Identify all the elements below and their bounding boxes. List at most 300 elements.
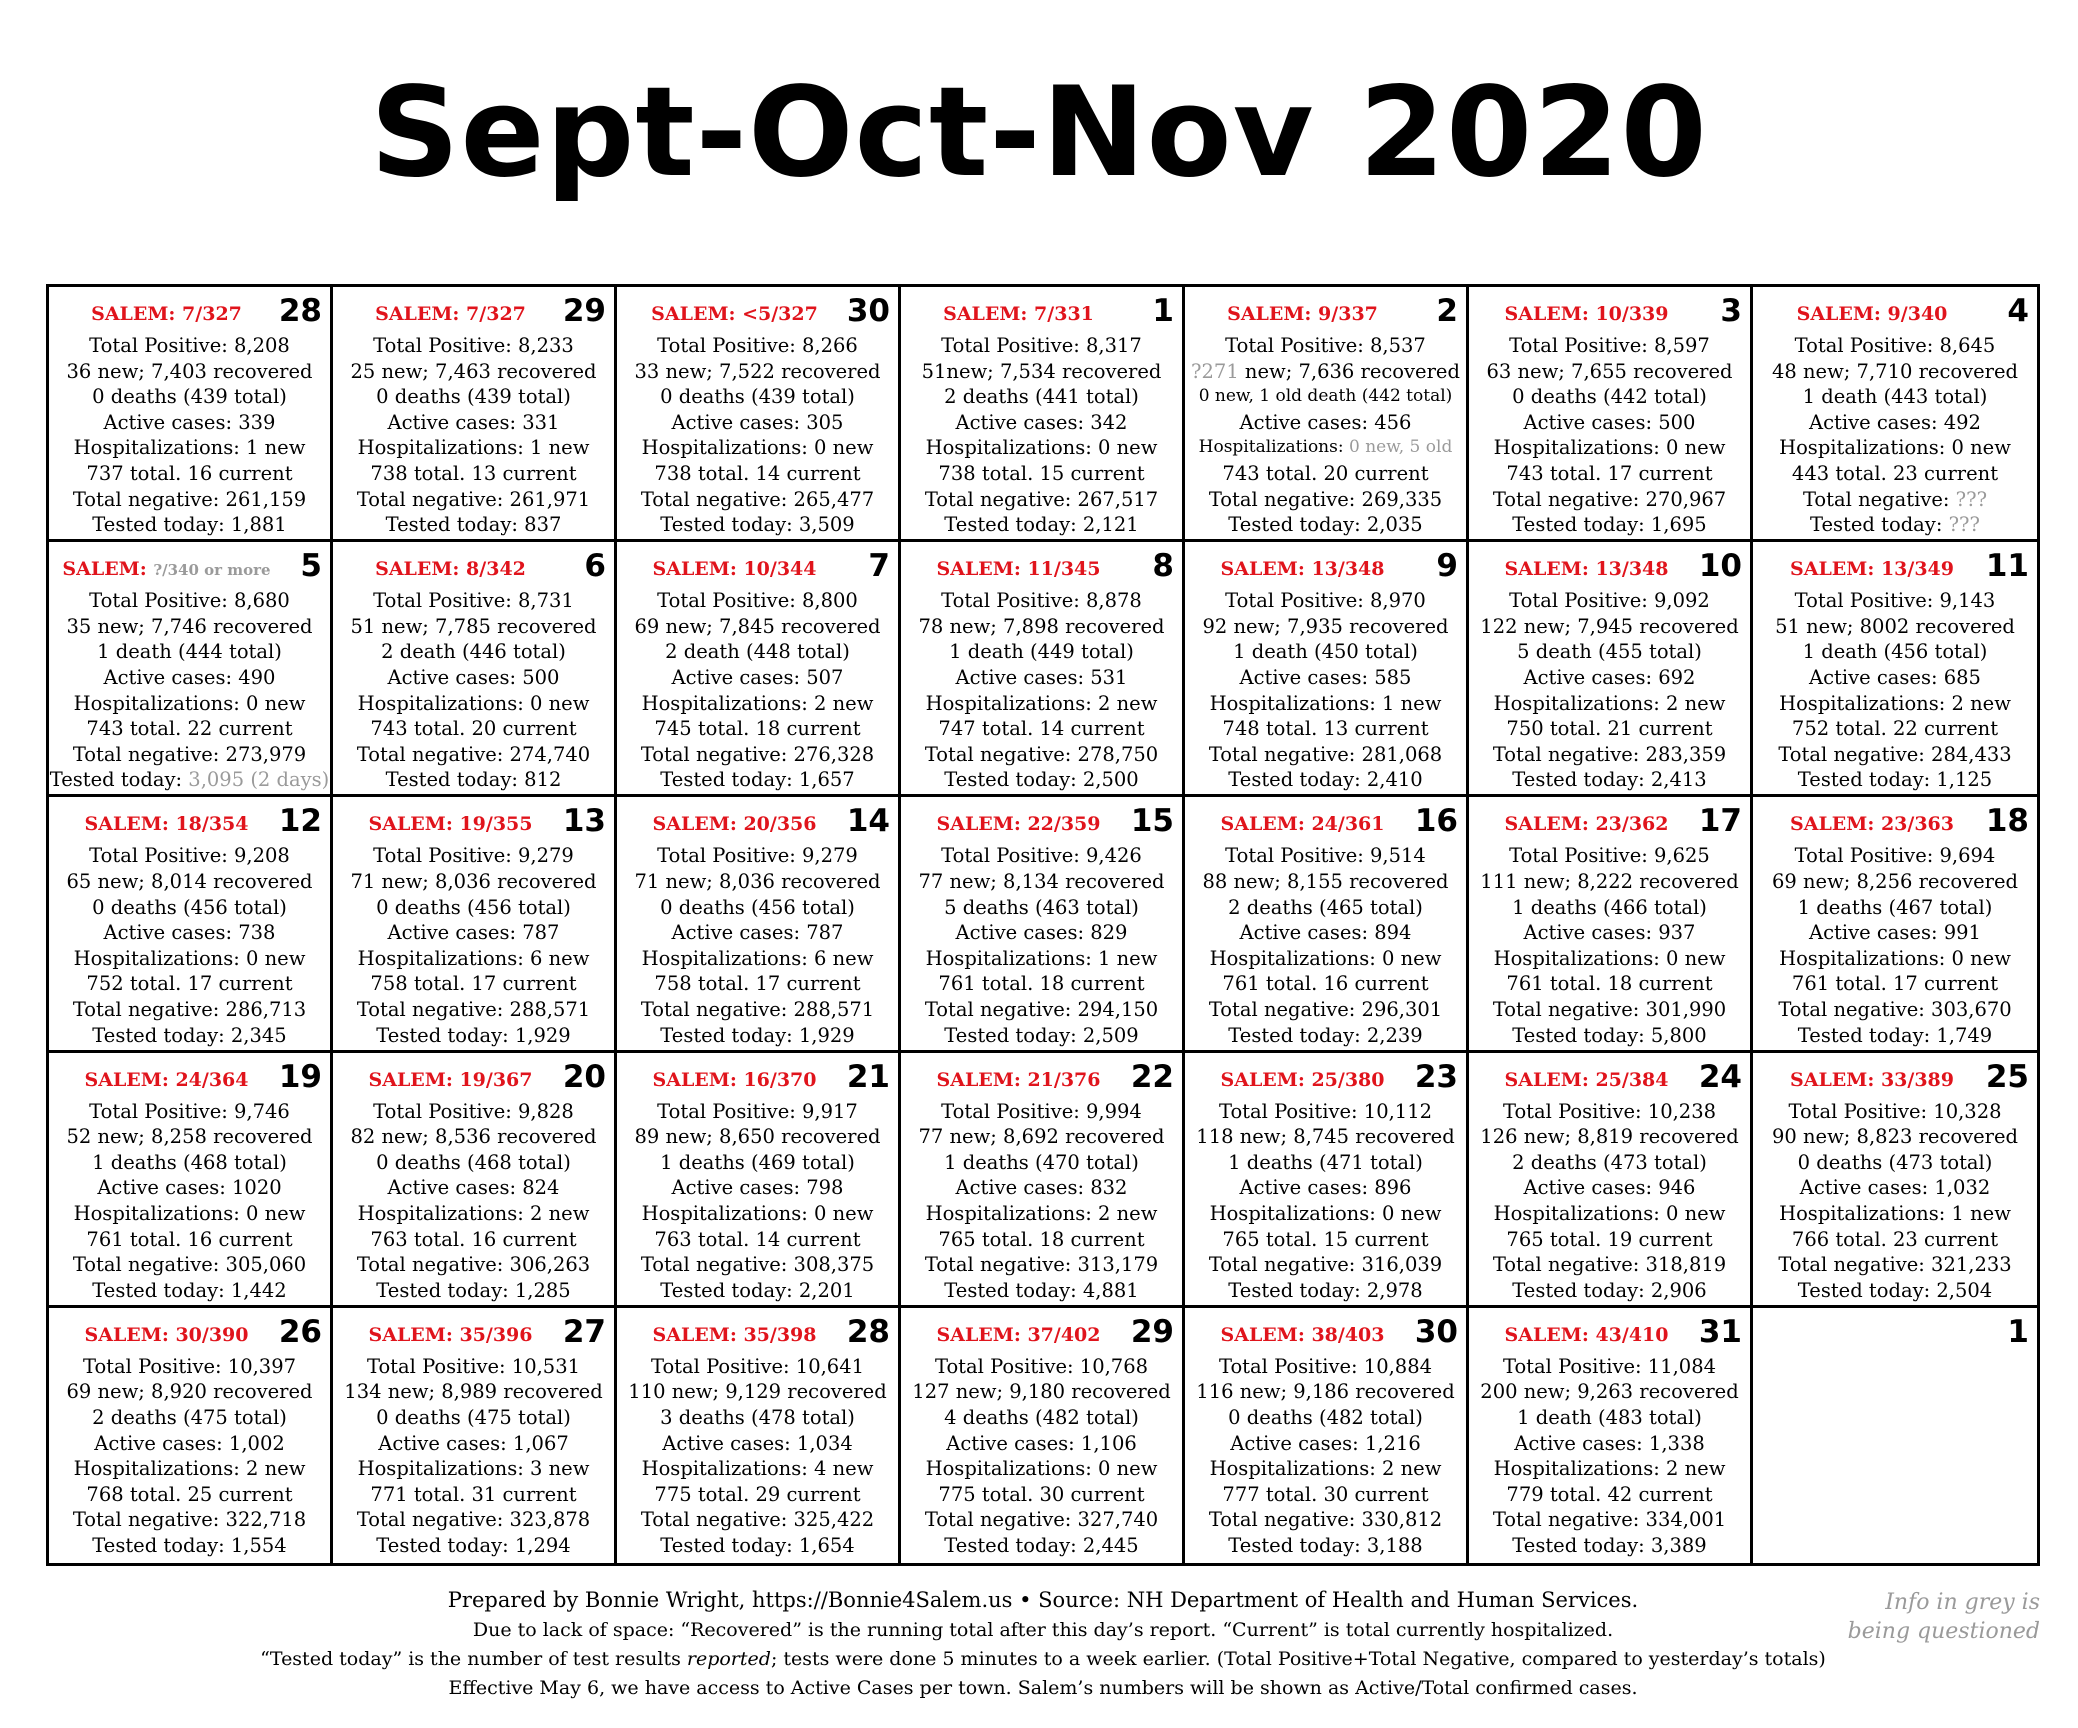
total-positive: Total Positive: 9,092 — [1509, 589, 1710, 613]
hospitalizations: Hospitalizations: 0 new — [357, 691, 590, 715]
day-number: 13 — [562, 803, 606, 840]
salem-count: SALEM: <5/327 — [651, 303, 818, 325]
footer-notes — [46, 1584, 2040, 1703]
salem-count: SALEM: ?/340 or more — [62, 558, 271, 581]
hospitalizations: Hospitalizations: 0 new, 5 old — [1198, 437, 1453, 458]
salem-count: SALEM: 18/354 — [84, 813, 249, 836]
day-cell-oct-16 — [1185, 797, 1469, 1052]
day-cell-oct-9 — [1185, 542, 1469, 797]
total-positive: Total Positive: 10,112 — [1218, 1099, 1433, 1123]
tested-today: Tested today: 3,095 (2 days) — [49, 768, 330, 792]
hospital-totals: 779 total. 42 current — [1506, 1482, 1713, 1506]
deaths: 4 deaths (482 total) — [944, 1405, 1139, 1429]
tested-today: Tested today: 2,445 — [944, 1533, 1139, 1557]
total-positive: Total Positive: 9,694 — [1794, 844, 1996, 868]
day-number: 27 — [562, 1313, 606, 1350]
tested-today: Tested today: 1,657 — [660, 768, 855, 792]
hospital-totals: 748 total. 13 current — [1222, 717, 1429, 741]
calendar-grid — [46, 284, 2040, 1566]
total-negative: Total negative: 303,670 — [1778, 997, 2012, 1021]
day-number: 28 — [278, 293, 322, 329]
day-number: 17 — [1698, 803, 1742, 840]
salem-count: SALEM: 16/370 — [652, 1068, 817, 1091]
active-cases: Active cases: 507 — [671, 665, 844, 689]
day-cell-oct-28 — [617, 1308, 901, 1563]
hospital-totals: 738 total. 15 current — [938, 461, 1145, 485]
day-cell-sep-28 — [49, 287, 333, 542]
active-cases: Active cases: 692 — [1523, 665, 1696, 689]
salem-count: SALEM: 22/359 — [936, 813, 1101, 836]
hospital-totals: 775 total. 30 current — [938, 1482, 1145, 1506]
day-number: 30 — [846, 293, 890, 329]
day-cell-oct-15 — [901, 797, 1185, 1052]
hospitalizations: Hospitalizations: 2 new — [925, 1201, 1158, 1225]
total-positive: Total Positive: 8,800 — [657, 589, 858, 613]
hospital-totals: 752 total. 17 current — [86, 972, 293, 996]
total-negative: Total negative: 321,233 — [1778, 1253, 2012, 1277]
deaths: 0 deaths (456 total) — [660, 895, 855, 919]
active-cases: Active cases: 331 — [387, 410, 560, 434]
active-cases: Active cases: 1,034 — [662, 1431, 853, 1455]
tested-today: Tested today: 3,509 — [660, 513, 855, 537]
active-cases: Active cases: 490 — [103, 665, 276, 689]
deaths: 1 deaths (470 total) — [944, 1150, 1139, 1174]
day-cell-oct-23 — [1185, 1053, 1469, 1308]
total-positive: Total Positive: 10,884 — [1218, 1354, 1433, 1378]
total-negative: Total negative: 281,068 — [1208, 742, 1443, 766]
day-number: 1 — [2007, 1313, 2029, 1350]
day-cell-oct-21 — [617, 1053, 901, 1308]
tested-today: Tested today: 1,442 — [92, 1278, 287, 1302]
day-number: 14 — [846, 803, 890, 840]
new-recovered: 77 new; 8,692 recovered — [918, 1125, 1165, 1149]
new-recovered: 35 new; 7,746 recovered — [66, 614, 313, 638]
total-negative: Total negative: 269,335 — [1208, 487, 1443, 511]
hospitalizations: Hospitalizations: 2 new — [641, 691, 874, 715]
hospital-totals: 771 total. 31 current — [370, 1482, 577, 1506]
hospitalizations: Hospitalizations: 0 new — [1209, 1201, 1442, 1225]
day-number: 16 — [1414, 803, 1458, 840]
salem-count: SALEM: 35/396 — [368, 1323, 533, 1346]
tested-today: Tested today: 1,929 — [660, 1023, 855, 1047]
salem-count: SALEM: 9/340 — [1796, 303, 1948, 325]
hospital-totals: 763 total. 16 current — [370, 1227, 577, 1251]
deaths: 0 deaths (482 total) — [1228, 1405, 1423, 1429]
total-positive: Total Positive: 9,279 — [373, 844, 574, 868]
active-cases: Active cases: 738 — [103, 921, 276, 945]
deaths: 0 deaths (439 total) — [376, 385, 571, 409]
salem-count: SALEM: 30/390 — [84, 1323, 249, 1346]
deaths: 0 deaths (456 total) — [92, 895, 287, 919]
total-positive: Total Positive: 9,994 — [941, 1099, 1142, 1123]
total-positive: Total Positive: 9,625 — [1509, 844, 1710, 868]
active-cases: Active cases: 1,338 — [1514, 1431, 1705, 1455]
tested-today: Tested today: 837 — [385, 513, 562, 537]
tested-today: Tested today: 1,749 — [1797, 1023, 1993, 1047]
total-positive: Total Positive: 8,970 — [1225, 589, 1426, 613]
day-cell-oct-14 — [617, 797, 901, 1052]
total-positive: Total Positive: 8,731 — [373, 589, 574, 613]
new-recovered: 92 new; 7,935 recovered — [1202, 614, 1449, 638]
tested-today: Tested today: 2,121 — [944, 513, 1139, 537]
total-negative: Total negative: 323,878 — [356, 1508, 591, 1532]
tested-today: Tested today: 3,389 — [1512, 1533, 1707, 1557]
day-number: 1 — [1152, 293, 1174, 329]
day-number: 7 — [868, 548, 890, 585]
total-positive: Total Positive: 9,828 — [373, 1099, 574, 1123]
salem-count: SALEM: 38/403 — [1220, 1323, 1385, 1346]
day-number: 26 — [278, 1313, 322, 1350]
new-recovered: 111 new; 8,222 recovered — [1480, 869, 1739, 893]
total-negative: Total negative: 267,517 — [924, 487, 1159, 511]
hospital-totals: 743 total. 20 current — [370, 717, 577, 741]
hospital-totals: 747 total. 14 current — [938, 717, 1145, 741]
day-number: 31 — [1698, 1313, 1742, 1350]
tested-today: Tested today: 2,978 — [1228, 1278, 1423, 1302]
total-negative: Total negative: 274,740 — [356, 742, 591, 766]
hospitalizations: Hospitalizations: 0 new — [641, 1201, 874, 1225]
tested-today: Tested today: 2,509 — [944, 1023, 1139, 1047]
day-number: 20 — [562, 1058, 606, 1095]
day-number: 8 — [1152, 548, 1174, 585]
hospitalizations: Hospitalizations: 2 new — [1493, 691, 1726, 715]
new-recovered: ?271 new; 7,636 recovered — [1191, 359, 1460, 383]
footer-note-active: Effective May 6, we have access to Active Cases per town. Salem’s numbers will be shown as Active/Total confirmed cases. — [448, 1677, 1638, 1699]
tested-today: Tested today: 2,239 — [1228, 1023, 1423, 1047]
active-cases: Active cases: 305 — [671, 410, 844, 434]
total-positive: Total Positive: 10,768 — [934, 1354, 1149, 1378]
day-cell-oct-27 — [333, 1308, 617, 1563]
day-number: 9 — [1436, 548, 1458, 585]
total-negative: Total negative: 278,750 — [924, 742, 1159, 766]
deaths: 2 deaths (465 total) — [1228, 895, 1423, 919]
salem-count: SALEM: 24/361 — [1220, 813, 1385, 836]
deaths: 1 death (450 total) — [1233, 640, 1418, 664]
new-recovered: 78 new; 7,898 recovered — [918, 614, 1165, 638]
hospital-totals: 765 total. 18 current — [938, 1227, 1145, 1251]
total-positive: Total Positive: 10,641 — [650, 1354, 865, 1378]
new-recovered: 51 new; 7,785 recovered — [350, 614, 597, 638]
hospitalizations: Hospitalizations: 2 new — [73, 1457, 306, 1481]
deaths: 2 deaths (441 total) — [944, 385, 1139, 409]
hospital-totals: 750 total. 21 current — [1506, 717, 1713, 741]
hospitalizations: Hospitalizations: 0 new — [73, 691, 306, 715]
total-positive: Total Positive: 10,238 — [1502, 1099, 1717, 1123]
total-negative: Total negative: 322,718 — [72, 1508, 307, 1532]
deaths: 0 deaths (442 total) — [1512, 385, 1707, 409]
new-recovered: 122 new; 7,945 recovered — [1480, 614, 1739, 638]
tested-today: Tested today: 1,125 — [1797, 768, 1993, 792]
total-positive: Total Positive: 9,143 — [1794, 589, 1996, 613]
hospital-totals: 777 total. 30 current — [1222, 1482, 1429, 1506]
total-positive: Total Positive: 9,917 — [657, 1099, 858, 1123]
hospitalizations: Hospitalizations: 0 new — [1779, 946, 2011, 970]
total-positive: Total Positive: 8,878 — [941, 589, 1142, 613]
hospital-totals: 761 total. 18 current — [938, 972, 1145, 996]
hospitalizations: Hospitalizations: 1 new — [925, 946, 1158, 970]
day-cell-oct-11 — [1753, 542, 2037, 797]
day-number: 19 — [278, 1058, 322, 1095]
new-recovered: 51new; 7,534 recovered — [921, 359, 1162, 383]
hospitalizations: Hospitalizations: 6 new — [641, 946, 874, 970]
day-cell-oct-19 — [49, 1053, 333, 1308]
new-recovered: 77 new; 8,134 recovered — [918, 869, 1165, 893]
hospitalizations: Hospitalizations: 0 new — [641, 436, 874, 460]
hospital-totals: 743 total. 17 current — [1506, 461, 1713, 485]
active-cases: Active cases: 787 — [671, 921, 844, 945]
total-negative: Total negative: 313,179 — [924, 1253, 1159, 1277]
salem-count: SALEM: 21/376 — [936, 1068, 1101, 1091]
active-cases: Active cases: 1,032 — [1799, 1176, 1991, 1200]
day-cell-sep-30 — [617, 287, 901, 542]
salem-count: SALEM: 23/363 — [1789, 813, 1954, 836]
hospitalizations: Hospitalizations: 1 new — [357, 436, 590, 460]
hospitalizations: Hospitalizations: 0 new — [1493, 1201, 1726, 1225]
total-negative: Total negative: 318,819 — [1492, 1253, 1727, 1277]
day-cell-oct-31 — [1469, 1308, 1753, 1563]
day-cell-oct-8 — [901, 542, 1185, 797]
day-number: 22 — [1130, 1058, 1174, 1095]
total-negative: Total negative: 270,967 — [1492, 487, 1727, 511]
hospitalizations: Hospitalizations: 0 new — [1779, 436, 2011, 460]
hospital-totals: 761 total. 16 current — [1222, 972, 1429, 996]
hospital-totals: 738 total. 13 current — [370, 461, 577, 485]
tested-today: Tested today: 2,345 — [92, 1023, 287, 1047]
tested-today: Tested today: 4,881 — [944, 1278, 1139, 1302]
total-negative: Total negative: 283,359 — [1492, 742, 1727, 766]
day-number: 10 — [1698, 548, 1742, 585]
salem-count: SALEM: 24/364 — [84, 1068, 249, 1091]
total-positive: Total Positive: 8,537 — [1225, 334, 1426, 357]
hospitalizations: Hospitalizations: 3 new — [357, 1457, 590, 1481]
total-negative: Total negative: 306,263 — [356, 1253, 591, 1277]
hospital-totals: 761 total. 18 current — [1506, 972, 1713, 996]
tested-today: Tested today: 2,410 — [1228, 768, 1423, 792]
new-recovered: 89 new; 8,650 recovered — [634, 1125, 881, 1149]
total-negative: Total negative: 330,812 — [1208, 1508, 1443, 1532]
deaths: 2 deaths (473 total) — [1512, 1150, 1707, 1174]
total-negative: Total negative: 276,328 — [640, 742, 875, 766]
hospital-totals: 765 total. 15 current — [1222, 1227, 1429, 1251]
active-cases: Active cases: 1,067 — [378, 1431, 569, 1455]
deaths: 1 deaths (471 total) — [1228, 1150, 1423, 1174]
hospitalizations: Hospitalizations: 2 new — [925, 691, 1158, 715]
new-recovered: 69 new; 8,920 recovered — [66, 1380, 313, 1404]
salem-count: SALEM: 19/367 — [368, 1068, 533, 1091]
hospital-totals: 758 total. 17 current — [654, 972, 861, 996]
salem-count: SALEM: 7/331 — [943, 303, 1094, 325]
hospitalizations: Hospitalizations: 1 new — [73, 436, 306, 460]
day-cell-oct-1 — [901, 287, 1185, 542]
day-cell-oct-4 — [1753, 287, 2037, 542]
active-cases: Active cases: 1,002 — [94, 1431, 285, 1455]
tested-today: Tested today: 1,285 — [376, 1278, 571, 1302]
tested-today: Tested today: 1,929 — [376, 1023, 571, 1047]
day-number: 3 — [1720, 293, 1742, 329]
hospitalizations: Hospitalizations: 0 new — [925, 436, 1158, 460]
tested-today: Tested today: 812 — [385, 768, 562, 792]
total-negative: Total negative: 327,740 — [924, 1508, 1159, 1532]
hospitalizations: Hospitalizations: 2 new — [1779, 691, 2011, 715]
total-negative: Total negative: 305,060 — [72, 1253, 307, 1277]
deaths: 0 deaths (473 total) — [1797, 1150, 1993, 1174]
day-number: 21 — [846, 1058, 890, 1095]
tested-today: Tested today: 1,695 — [1512, 513, 1707, 537]
footer-note-tested: “Tested today” is the number of test results reported; tests were done 5 minutes to a week earlier. (Total Positive+Total Negative, compared to yesterday’s totals) — [260, 1648, 1826, 1670]
tested-today: Tested today: 5,800 — [1512, 1023, 1707, 1047]
salem-count: SALEM: 20/356 — [652, 813, 817, 836]
salem-count: SALEM: 7/327 — [91, 303, 242, 325]
hospitalizations: Hospitalizations: 1 new — [1209, 691, 1442, 715]
day-number: 24 — [1698, 1058, 1742, 1095]
hospitalizations: Hospitalizations: 2 new — [1209, 1457, 1442, 1481]
hospitalizations: Hospitalizations: 4 new — [641, 1457, 874, 1481]
new-recovered: 63 new; 7,655 recovered — [1486, 359, 1733, 383]
salem-count: SALEM: 33/389 — [1789, 1068, 1954, 1091]
salem-count: SALEM: 9/337 — [1227, 303, 1378, 325]
salem-count: SALEM: 25/380 — [1220, 1068, 1385, 1091]
footer-credit: Prepared by Bonnie Wright, https://Bonnie4Salem.us • Source: NH Department of Health and Human Services. — [447, 1588, 1639, 1612]
day-cell-oct-29 — [901, 1308, 1185, 1563]
total-negative: Total negative: 294,150 — [924, 997, 1159, 1021]
day-cell-oct-18 — [1753, 797, 2037, 1052]
new-recovered: 51 new; 8002 recovered — [1775, 614, 2015, 638]
salem-count: SALEM: 8/342 — [375, 558, 526, 581]
day-cell-oct-26 — [49, 1308, 333, 1563]
new-recovered: 110 new; 9,129 recovered — [628, 1380, 887, 1404]
new-recovered: 25 new; 7,463 recovered — [350, 359, 597, 383]
day-cell-oct-6 — [333, 542, 617, 797]
deaths: 1 deaths (469 total) — [660, 1150, 855, 1174]
hospital-totals: 738 total. 14 current — [654, 461, 861, 485]
tested-today: Tested today: 2,201 — [660, 1278, 855, 1302]
hospital-totals: 761 total. 17 current — [1791, 972, 1999, 996]
grey-info-note: Info in grey is being questioned — [1847, 1590, 2040, 1644]
salem-count: SALEM: 23/362 — [1504, 813, 1669, 836]
active-cases: Active cases: 342 — [955, 410, 1128, 434]
tested-today: Tested today: ??? — [1810, 513, 1980, 537]
salem-count: SALEM: 10/339 — [1504, 303, 1669, 325]
total-negative: Total negative: 286,713 — [72, 997, 307, 1021]
new-recovered: 127 new; 9,180 recovered — [912, 1380, 1171, 1404]
active-cases: Active cases: 829 — [955, 921, 1128, 945]
day-cell-oct-30 — [1185, 1308, 1469, 1563]
total-positive: Total Positive: 11,084 — [1502, 1354, 1717, 1378]
hospital-totals: 737 total. 16 current — [86, 461, 293, 485]
new-recovered: 33 new; 7,522 recovered — [634, 359, 881, 383]
hospitalizations: Hospitalizations: 6 new — [357, 946, 590, 970]
total-positive: Total Positive: 10,397 — [82, 1354, 297, 1378]
hospital-totals: 758 total. 17 current — [370, 972, 577, 996]
active-cases: Active cases: 1,106 — [946, 1431, 1137, 1455]
day-cell-sep-29 — [333, 287, 617, 542]
active-cases: Active cases: 787 — [387, 921, 560, 945]
salem-count: SALEM: 10/344 — [652, 558, 817, 581]
total-positive: Total Positive: 8,645 — [1794, 334, 1996, 357]
salem-count: SALEM: 7/327 — [375, 303, 526, 325]
hospital-totals: 761 total. 16 current — [86, 1227, 293, 1251]
day-number: 6 — [584, 548, 606, 585]
total-negative: Total negative: 308,375 — [640, 1253, 875, 1277]
deaths: 0 deaths (475 total) — [376, 1405, 571, 1429]
total-positive: Total Positive: 10,328 — [1788, 1099, 2002, 1123]
day-number: 4 — [2007, 293, 2029, 329]
active-cases: Active cases: 531 — [955, 665, 1128, 689]
new-recovered: 90 new; 8,823 recovered — [1771, 1125, 2019, 1149]
total-negative: Total negative: 296,301 — [1208, 997, 1443, 1021]
deaths: 0 deaths (456 total) — [376, 895, 571, 919]
hospitalizations: Hospitalizations: 2 new — [357, 1201, 590, 1225]
day-cell-oct-13 — [333, 797, 617, 1052]
hospitalizations: Hospitalizations: 0 new — [73, 946, 306, 970]
salem-count: SALEM: 43/410 — [1504, 1323, 1669, 1346]
salem-count: SALEM: 13/349 — [1789, 558, 1954, 581]
tested-today: Tested today: 1,554 — [92, 1533, 287, 1557]
active-cases: Active cases: 937 — [1523, 921, 1696, 945]
total-negative: Total negative: ??? — [1802, 487, 1988, 511]
tested-today: Tested today: 2,906 — [1512, 1278, 1707, 1302]
day-number: 30 — [1414, 1313, 1458, 1350]
total-positive: Total Positive: 10,531 — [366, 1354, 581, 1378]
new-recovered: 88 new; 8,155 recovered — [1202, 869, 1449, 893]
day-cell-oct-10 — [1469, 542, 1753, 797]
total-positive: Total Positive: 9,279 — [657, 844, 858, 868]
total-negative: Total negative: 265,477 — [640, 487, 875, 511]
hospital-totals: 743 total. 22 current — [86, 717, 293, 741]
day-cell-oct-3 — [1469, 287, 1753, 542]
deaths: 2 deaths (475 total) — [92, 1405, 287, 1429]
day-cell-oct-22 — [901, 1053, 1185, 1308]
active-cases: Active cases: 946 — [1523, 1176, 1696, 1200]
total-positive: Total Positive: 8,317 — [941, 334, 1142, 357]
hospitalizations: Hospitalizations: 0 new — [1493, 946, 1726, 970]
page-title: Sept-Oct-Nov 2020 — [370, 61, 1708, 205]
hospitalizations: Hospitalizations: 0 new — [73, 1201, 306, 1225]
active-cases: Active cases: 1020 — [97, 1176, 282, 1200]
new-recovered: 134 new; 8,989 recovered — [344, 1380, 603, 1404]
day-number: 29 — [1130, 1313, 1174, 1350]
day-cell-oct-5 — [49, 542, 333, 797]
new-recovered: 69 new; 8,256 recovered — [1771, 869, 2019, 893]
day-cell-oct-2 — [1185, 287, 1469, 542]
hospital-totals: 443 total. 23 current — [1791, 461, 1999, 485]
active-cases: Active cases: 894 — [1239, 921, 1412, 945]
deaths: 1 deaths (468 total) — [92, 1150, 287, 1174]
hospital-totals: 775 total. 29 current — [654, 1482, 861, 1506]
hospitalizations: Hospitalizations: 1 new — [1779, 1201, 2011, 1225]
hospitalizations: Hospitalizations: 0 new — [925, 1457, 1158, 1481]
total-negative: Total negative: 301,990 — [1492, 997, 1727, 1021]
hospital-totals: 745 total. 18 current — [654, 717, 861, 741]
total-negative: Total negative: 288,571 — [640, 997, 875, 1021]
tested-today: Tested today: 1,294 — [376, 1533, 571, 1557]
active-cases: Active cases: 492 — [1809, 410, 1981, 434]
deaths: 1 deaths (467 total) — [1797, 895, 1993, 919]
deaths: 0 new, 1 old death (442 total) — [1198, 386, 1453, 407]
active-cases: Active cases: 832 — [955, 1176, 1128, 1200]
day-cell-oct-20 — [333, 1053, 617, 1308]
total-negative: Total negative: 316,039 — [1208, 1253, 1443, 1277]
deaths: 1 death (444 total) — [97, 640, 282, 664]
total-positive: Total Positive: 8,233 — [373, 334, 574, 357]
new-recovered: 69 new; 7,845 recovered — [634, 614, 881, 638]
hospital-totals: 768 total. 25 current — [86, 1482, 293, 1506]
total-positive: Total Positive: 9,208 — [89, 844, 290, 868]
total-negative: Total negative: 325,422 — [640, 1508, 875, 1532]
deaths: 1 deaths (466 total) — [1512, 895, 1707, 919]
active-cases: Active cases: 685 — [1809, 665, 1981, 689]
hospital-totals: 765 total. 19 current — [1506, 1227, 1713, 1251]
